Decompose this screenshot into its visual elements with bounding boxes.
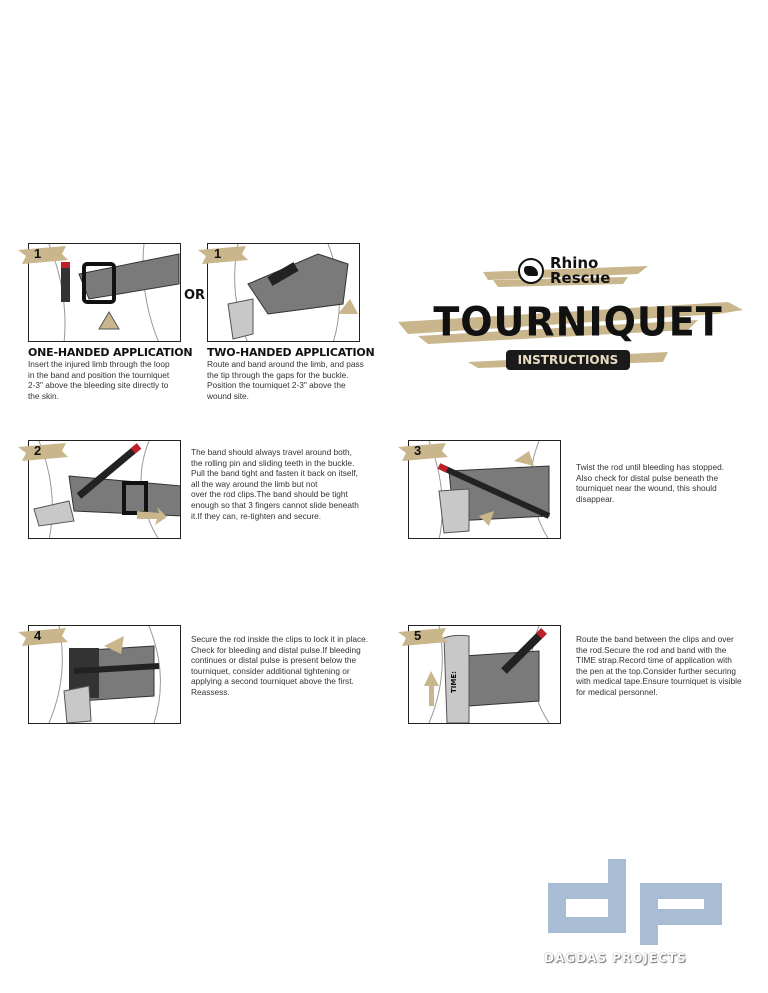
brand-logo [398,252,748,377]
step-badge: 1 [18,244,68,266]
brand-name: Rhino Rescue [550,254,611,287]
one-handed-title: ONE-HANDED APPLICATION [28,346,193,359]
two-handed-title: TWO-HANDED APPLICATION [207,346,375,359]
subtitle-badge: INSTRUCTIONS [506,350,630,370]
step-badge: 3 [398,441,448,463]
one-handed-text: Insert the injured limb through the loop in the band and position the tourniquet 2-3" above the bleeding site directly to the skin. [28,359,170,401]
dp-logo [540,855,730,945]
step-badge: 5 [398,626,448,648]
step-badge: 1 [198,244,248,266]
or-label: OR [184,288,206,303]
title: TOURNIQUET [433,298,723,346]
step4-text: Secure the rod inside the clips to lock it in place. Check for bleeding and distal pulse.If bleeding continues or distal pulse is present below the tourniquet, consider additional tightening or applying a second tourniquet above the first. Reassess. [191,634,369,697]
step3-text: Twist the rod until bleeding has stopped. Also check for distal pulse beneath the tourniquet near the wound, this should disappear. [576,462,725,504]
step-badge: 2 [18,441,68,463]
watermark-text: DAGDAS PROJECTS [544,951,687,965]
step-badge: 4 [18,626,68,648]
two-handed-text: Route and band around the limb, and pass the tip through the gaps for the buckle. Position the tourniquet 2-3" above the wound site. [207,359,364,401]
time-strap-label: TIME: [449,671,458,693]
rhino-icon [518,258,544,284]
dagdas-projects-watermark [540,855,730,970]
step2-text: The band should always travel around both, the rolling pin and sliding teeth in the buckle. Pull the band tight and fasten it back on itself, all the way around the limb but not over the rod clips.The band should be tight enough so that 3 fingers cannot slide beneath it.If they can, re-tighten and secure. [191,447,359,521]
step5-text: Route the band between the clips and over the rod.Secure the rod and band with the TIME strap.Record time of application with the pen at the top.Consider further securing with medical tape.Ensure tourniquet is visible for medical personnel. [576,634,742,697]
